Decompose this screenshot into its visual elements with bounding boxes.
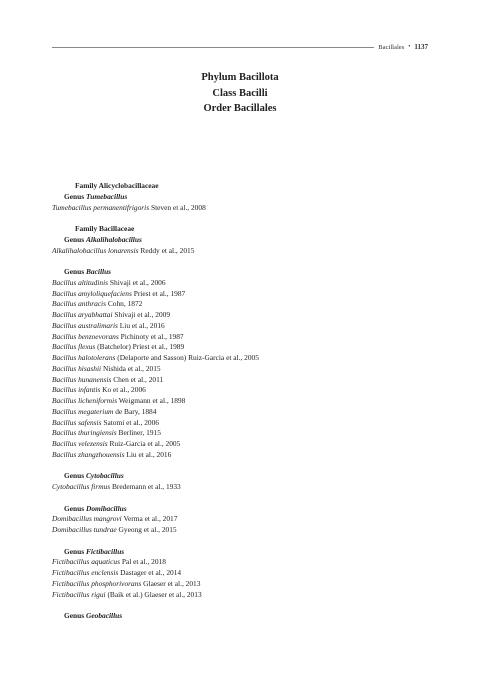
species-author: Pal et al., 2018 [121,557,166,567]
genus-heading [52,547,440,558]
species-author: Satomi et al., 2006 [103,417,159,427]
species-name: Bacillus aryabhattai [52,310,113,319]
genus-prefix: Genus [64,611,85,620]
genus-name: Fictibacillus [86,546,125,556]
species-entry [52,321,440,332]
genus-heading [52,471,440,482]
species-author: Weigmann et al., 1898 [118,396,186,405]
species-name: Bacillus halotolerans [52,353,116,362]
species-name: Tumebacillus permanentifrigoris [52,202,150,212]
species-entry [52,332,440,343]
species-entry [52,418,440,429]
species-author: Chen et al., 2011 [113,374,164,384]
genus-prefix: Genus [64,234,85,244]
genus-prefix: Genus [64,267,85,276]
family-heading: Family Bacillaceae [75,224,135,233]
species-entries [52,482,440,493]
species-entry [52,396,440,407]
species-author: Liu et al., 2016 [126,449,172,459]
species-name: Bacillus zhangzhouensis [52,449,125,459]
species-entry [52,525,440,536]
species-author: Ko et al., 2006 [102,385,146,395]
species-entries [52,278,440,461]
genus-name: Tumebacillus [86,191,128,201]
species-name: Bacillus flexus [52,342,96,352]
species-entry [52,353,440,364]
species-name: Bacillus amyloliquefaciens [52,288,132,298]
species-name: Fictibacillus aquaticus [52,557,120,567]
taxonomy-titles [0,70,480,117]
species-name: Bacillus safensis [52,417,102,427]
species-entry [52,428,440,439]
header-section: Bacillales [378,43,405,51]
header-bullet: • [408,44,411,50]
species-entry [52,203,440,214]
species-entry [52,289,440,300]
species-name: Bacillus anthracis [52,299,106,309]
species-author: Shivaji et al., 2009 [114,310,171,319]
species-author: Priest et al., 1987 [133,288,186,298]
species-entry [52,407,440,418]
species-entry [52,450,440,461]
species-entries [52,203,440,214]
species-name: Alkalihalobacillus lonarensis [52,245,139,255]
species-name: Bacillus velezensis [52,439,108,448]
order-title: Order Bacillales [203,103,277,114]
species-author: Verma et al., 2017 [123,514,178,524]
species-author: Gyeong et al., 2015 [118,525,177,534]
species-entries [52,246,440,257]
species-entry [52,364,440,375]
species-author: Steven et al., 2008 [150,202,206,212]
species-author: Liu et al., 2016 [119,320,165,330]
species-entries [52,557,440,600]
species-name: Domibacillus mangrovi [52,514,122,524]
species-author: Berliner, 1915 [118,428,161,438]
genus-name: Cytobacillus [86,471,124,481]
species-entry [52,590,440,601]
species-entry [52,557,440,568]
genus-name: Geobacillus [86,611,123,620]
species-name: Domibacillus tundrae [52,525,117,534]
species-author: Pichinoty et al., 1987 [120,331,184,341]
species-entry [52,342,440,353]
species-author: (Baik et al.) Glaeser et al., 2013 [107,589,202,599]
species-name: Bacillus infantis [52,385,101,395]
species-list [52,181,440,622]
species-entry [52,439,440,450]
genus-heading [52,267,440,278]
species-entries [52,514,440,536]
running-header [52,40,428,54]
species-entry [52,568,440,579]
class-title: Class Bacilli [212,87,268,99]
species-name: Cytobacillus firmus [52,482,111,491]
species-name: Bacillus thuringiensis [52,428,117,438]
family-heading: Family Alicyclobacillaceae [75,181,159,190]
species-author: Dastager et al., 2014 [120,568,182,577]
genus-heading [52,192,440,203]
phylum-title: Phylum Bacillota [201,72,279,83]
species-entry [52,482,440,493]
species-name: Fictibacillus phosphorivorans [52,578,142,588]
species-name: Bacillus hunanensis [52,374,112,384]
species-entry [52,310,440,321]
species-author: Glaeser et al., 2013 [143,578,201,588]
genus-name: Bacillus [86,267,112,276]
species-author: de Bary, 1884 [115,406,157,416]
species-author: Shivaji et al., 2006 [109,277,166,287]
species-entry [52,385,440,396]
species-author: Nishida et al., 2015 [102,363,161,373]
species-entry [52,278,440,289]
species-name: Bacillus megaterium [52,406,114,416]
species-author: Bredemann et al., 1933 [111,482,181,491]
genus-name: Domibacillus [86,503,127,513]
genus-prefix: Genus [64,471,85,481]
species-author: Ruiz-Garcia et al., 2005 [109,439,181,448]
species-name: Bacillus hisashii [52,363,102,373]
genus-heading [52,235,440,246]
species-entry [52,246,440,257]
genus-prefix: Genus [64,503,85,513]
genus-prefix: Genus [64,546,85,556]
species-name: Bacillus altitudinis [52,277,109,287]
species-entry [52,514,440,525]
species-entry [52,375,440,386]
genus-heading [52,504,440,515]
species-name: Fictibacillus rigui [52,589,106,599]
species-author: Cohn, 1872 [107,299,143,309]
header-rule [52,47,374,48]
page-number: 1137 [414,43,428,51]
species-name: Bacillus licheniformis [52,396,118,405]
species-author: Reddy et al., 2015 [140,245,195,255]
species-entry [52,579,440,590]
species-name: Bacillus benzoevorans [52,331,119,341]
species-author: (Delaporte and Sasson) Ruiz-Garcia et al., 2005 [117,353,259,362]
genus-name: Alkalihalobacillus [86,234,142,244]
species-name: Bacillus australimaris [52,320,118,330]
species-name: Fictibacillus enclensis [52,568,119,577]
genus-heading [52,611,440,622]
genus-prefix: Genus [64,191,85,201]
species-author: (Batchelor) Priest et al., 1989 [97,342,185,352]
species-entry [52,299,440,310]
